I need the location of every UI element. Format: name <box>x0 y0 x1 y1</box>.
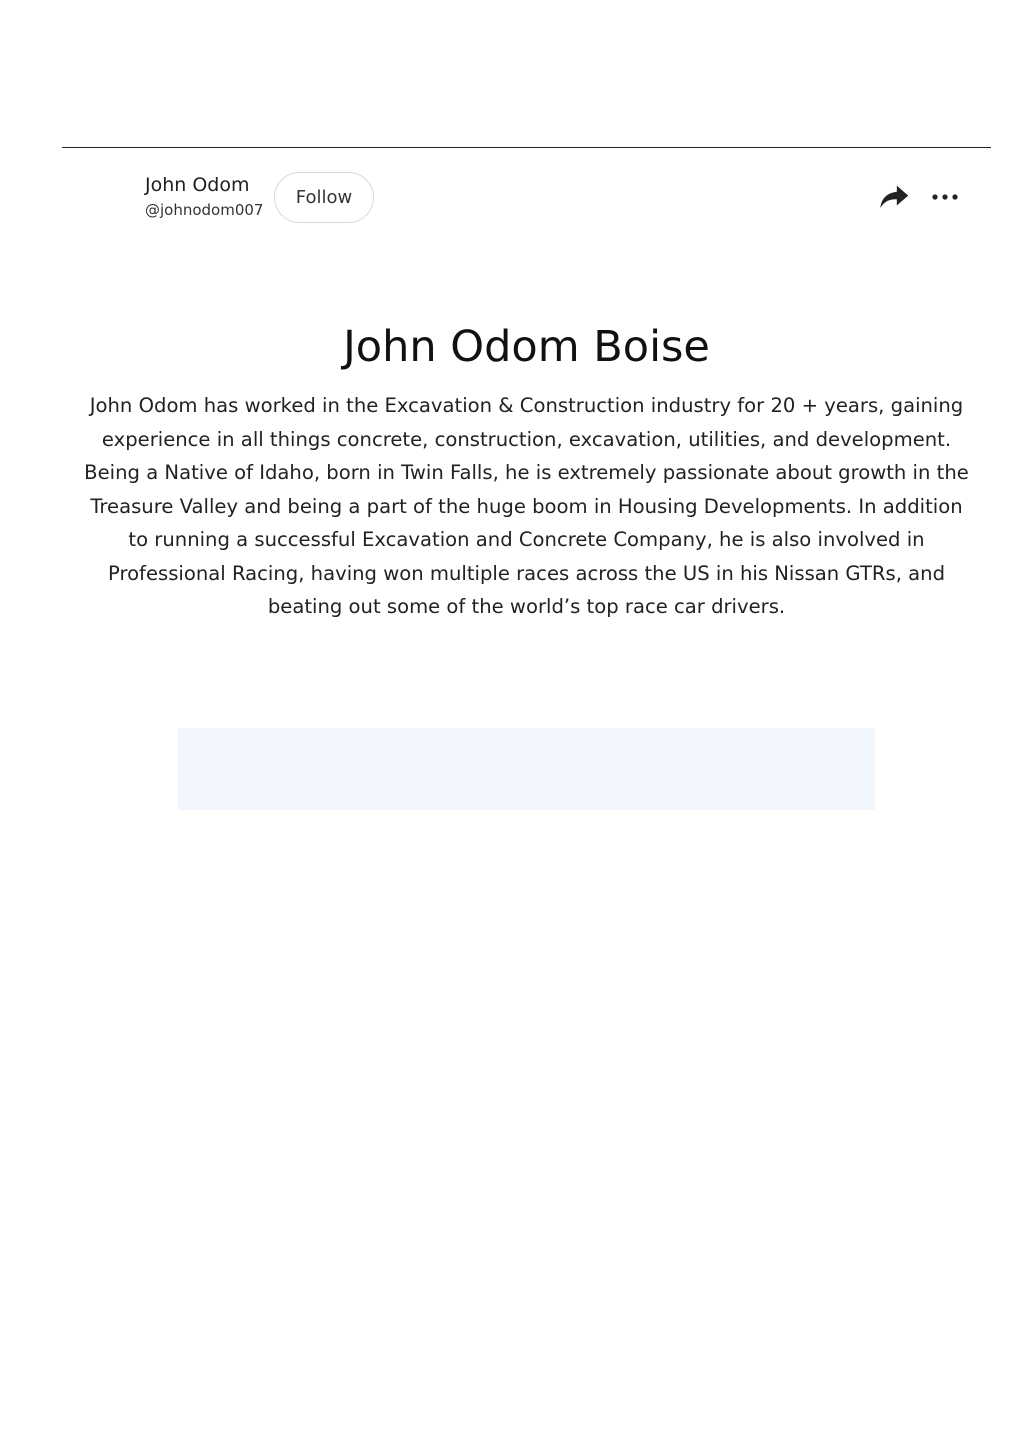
follow-button[interactable]: Follow <box>274 172 374 223</box>
post-body: John Odom has worked in the Excavation & Construction industry for 20 + years, gaining experience in all things concrete, construction, excavation, utilities, and development. Being a Native of Idaho, born in Twin Falls, he is extremely passionate about growth in the Treasure Valley and being a part of the huge boom in Housing Developments. In addition to running a successful Excavation and Concrete Company, he is also involved in Professional Racing, having won multiple races across the US in his Nissan GTRs, and beating out some of the world’s top race car drivers. <box>84 394 969 618</box>
ellipsis-icon <box>928 180 962 214</box>
author-info <box>145 174 280 219</box>
share-button[interactable] <box>877 180 911 214</box>
author-name[interactable]: John Odom <box>145 174 250 196</box>
top-divider <box>62 147 991 148</box>
more-options-button[interactable] <box>928 180 962 214</box>
post-title: John Odom Boise <box>343 322 710 372</box>
share-arrow-icon <box>877 180 911 214</box>
ad-placeholder <box>178 728 875 810</box>
author-handle[interactable]: @johnodom007 <box>145 201 264 219</box>
